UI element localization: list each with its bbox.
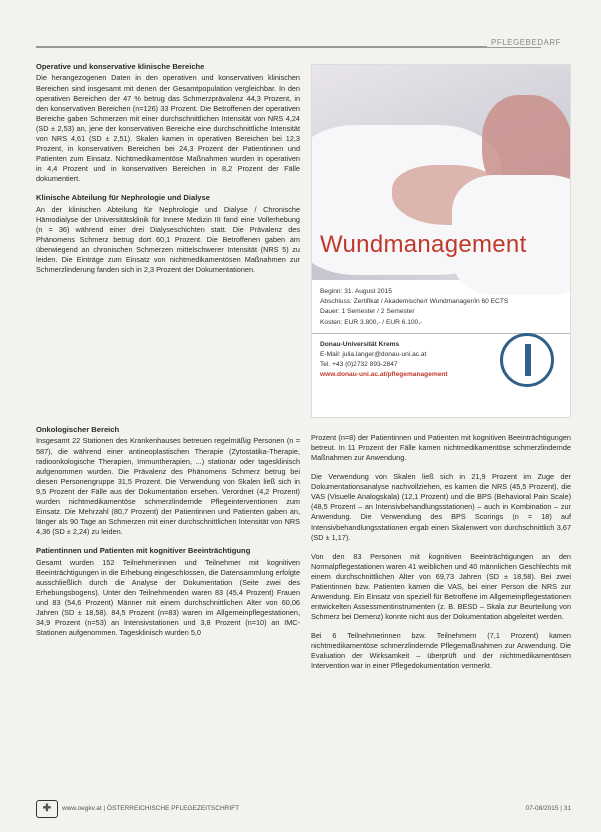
article-column-left-top: [36, 62, 300, 284]
section-heading: Operative und konservative klinische Bereiche: [36, 62, 205, 71]
ad-info-line: Abschluss: Zertifikat / Akademische/r Wundmanager/in 60 ECTS: [320, 298, 509, 306]
paragraph: Insgesamt 22 Stationen des Krankenhauses betreuen regelmäßig Personen (n = 587), die während einer antineoplastischen Therapie (Zytostatika-Therapie, radioonkologische Therapien, Immuntherapien, ...) stationär oder tagesklinisch aufgenommen wurden. Die Prävalenz des Phänomens Schmerz betrug bei diesen Personengruppe 31,5 Prozent. Die Verwendung von Skalen ließ sich in 9,5 Prozent der Fälle aus der Dokumentation ersehen. Verordnet (4,2 Prozent) wurden nichtmedikamentöse schmerzlindernde Pflegeinterventionen zum Einsatz. Die Mehrzahl (80,7 Prozent) der Patientinnen und Patienten gaben an, länger als 90 Tage an Schmerzen mit einer durchschnittlichen Intensität von NRS 4,36 (SD ± 2,24) zu leiden.: [36, 436, 300, 537]
paragraph: Bei 6 Teilnehmerinnen bzw. Teilnehmern (7,1 Prozent) kamen nichtmedikamentöse schmerzlindernde Pflegemaßnahmen zur Anwendung. Die Evaluation der Wirksamkeit – überprüft und der nichtmedikamentösen Intervention war in einer Pflegedokumentation vermerkt.: [311, 631, 571, 671]
header-rule: [36, 46, 541, 48]
paragraph: Prozent (n=8) der Patientinnen und Patienten mit kognitiven Beeinträchtigungen betreut. In 11 Prozent der Fälle kamen nichtmedikamentöse schmerzlindernde Maßnahmen zur Anwendung.: [311, 433, 571, 463]
article-column-left-bottom: [36, 425, 300, 647]
ad-info-line: Beginn: 31. August 2015: [320, 288, 392, 295]
footer: [36, 800, 571, 820]
ad-org: Donau-Universität Krems: [320, 341, 400, 348]
ad-info-line: Dauer: 1 Semester / 2 Semester: [320, 308, 415, 316]
ad-phone: Tel. +43 (0)2732 893-2847: [320, 360, 398, 368]
paragraph: Gesamt wurden 152 Teilnehmerinnen und Teilnehmer mit kognitiven Beeinträchtigungen in die Erhebung eingeschlossen, die Datensammlung erfolgte ausschließlich durch die Analyse der Dokumentation (Seite zwei des Erhebungsbogens). Unter den Teilnehmenden waren 83 (45,4 Prozent) Frauen und 83 (54,6 Prozent) Männer mit einem durchschnittlichen Alter von 60,06 Jahren (SD ± 18,58). 84,5 Prozent (n=83) waren im Allgemeinpflegestationen, 34,9 Prozent (n=53) an Intensivstationen und 3,8 Prozent (n=10) an IMC-Stationen aufgenommen. Tagesklinisch wurden 5,0: [36, 557, 300, 637]
paragraph: An der klinischen Abteilung für Nephrologie und Dialyse / Chronische Hämodialyse der Universitätsklinik für Innere Medizin III fand eine Vollerhebung (n = 36) während einer drei Dialyseschichten statt. Die Prävalenz des Phänomens Schmerz betrug dort 60,1 Prozent. Die Betroffenen gaben am überwiegend an chronischen Schmerzen mittelschwerer Intensität (NRS 5) zu leiden. Die Einträge zum Einsatz von nichtmedikamentösen Maßnahmen zur Schmerzlinderung fanden sich in 2,3 Prozent der Dokumentationen.: [36, 204, 300, 274]
page-number: 07-08/2015 | 31: [525, 805, 571, 812]
footer-url[interactable]: www.oegkv.at | ÖSTERREICHISCHE PFLEGEZEITSCHRIFT: [62, 805, 240, 812]
ad-title: Wundmanagement: [320, 231, 527, 258]
publisher-logo-icon: ✚: [36, 800, 58, 818]
ad-info: [320, 287, 560, 328]
ad-url-link[interactable]: www.donau-uni.ac.at/pflegemanagement: [320, 370, 448, 378]
ad-contact: [320, 340, 448, 380]
ad-info-line: Kosten: EUR 3.800,- / EUR 6.100,-: [320, 318, 423, 326]
section-label: PFLEGEBEDARF: [487, 38, 565, 47]
paragraph: Die herangezogenen Daten in den operativen und konservativen klinischen Bereichen sind insgesamt mit denen der Gesamtpopulation vergleichbar. In den operativen Bereichen der 47 % betrug das Schmerzprävalenz 44,3 Prozent, in den konservativen Bereichen (n=126) 33 Prozent. Die Betroffenen der operativen Bereiche gaben Schmerzen mit einer durchschnittlichen Intensität von NRS 4,24 (SD ± 2,53) an, jene der konservativen Bereiche eine durchschnittliche Intensität von NRS 4,61 (SD ± 2,51). Skalen kamen in operativen Bereichen bei 12,3 Prozent, in konservativen Bereichen bei 24,3 Prozent der Patientinnen und Patienten zum Einsatz. Nichtmedikamentöse Maßnahmen wurden in operativen in 4,4 Prozent und in konservativen Bereichen in 8,2 Prozent der Fälle dokumentiert.: [36, 73, 300, 184]
section-heading: Onkologischer Bereich: [36, 425, 120, 434]
paragraph: Von den 83 Personen mit kognitiven Beeinträchtigungen an den Normalpflegestationen waren 41 weiblichen und 40 männlichen Geschlechts mit einem durchschnittlichen Alter von 69,73 Jahren (SD ± 18,58). Bei zwei Patientinnen bzw. Patienten kamen die VAS, bei einer Person die NRS zur Anwendung. Ein Einsatz von speziell für Betroffene im Allgemeinpflegestationen entwickelten Assessmentinstrumenten (z. B. BESD – Skala zur Beurteilung von Schmerz bei Demenz) konnte nicht aus der Dokumentation abgeleitet werden.: [311, 551, 571, 621]
advertisement[interactable]: [311, 64, 571, 418]
university-logo-icon: [500, 333, 554, 387]
article-column-right-bottom: [311, 433, 571, 680]
section-heading: Klinische Abteilung für Nephrologie und Dialyse: [36, 193, 210, 203]
paragraph: Die Verwendung von Skalen ließ sich in 21,9 Prozent im Zuge der Dokumentationsanalyse nachvollziehen, es kamen die NRS (45,5 Prozent), die VAS (Visuelle Analogskala) (12,1 Prozent) und die BPS (Behavioral Pain Scale) (48,5 Prozent – an Intensivbehandlungsstationen) – auch in Kombination – zur Anwendung. Die Verwendung des BPS Scorings (n = 18) auf Intensivbehandlungsstationen ergab einen Skalenwert von durchschnittlich 3,67 (SD ± 1,17).: [311, 472, 571, 542]
ad-email[interactable]: E-Mail: julia.langer@donau-uni.ac.at: [320, 350, 427, 358]
section-heading: Patientinnen und Patienten mit kognitiver Beeinträchtigung: [36, 546, 251, 556]
